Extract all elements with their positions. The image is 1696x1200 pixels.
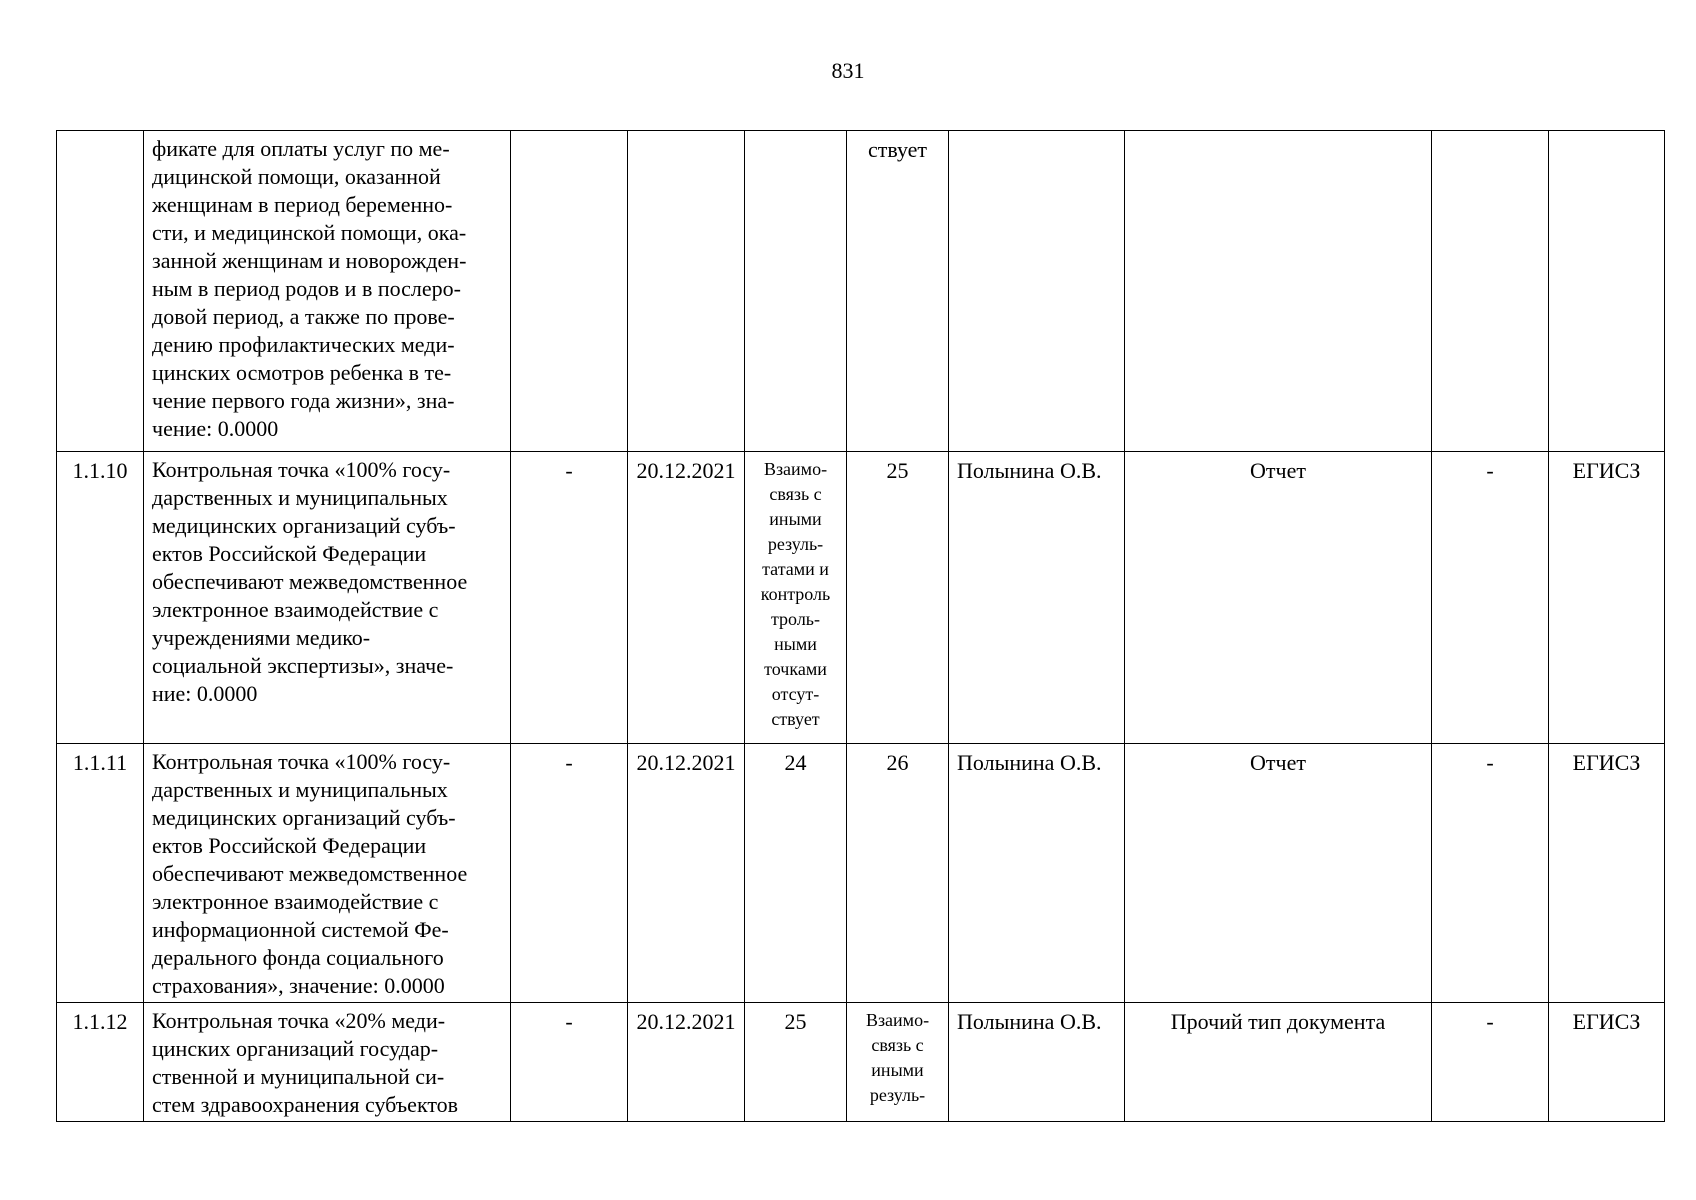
description-cell-line: цинских осмотров ребенка в те- bbox=[152, 360, 452, 385]
description-cell bbox=[144, 452, 511, 744]
dash-cell-2 bbox=[1432, 131, 1549, 452]
description-cell-line: цинских организаций государ- bbox=[152, 1036, 439, 1061]
description-cell-line: ние: 0.0000 bbox=[152, 681, 258, 706]
row-number: 1.1.11 bbox=[57, 744, 144, 1003]
dependency-cell bbox=[745, 1003, 847, 1122]
dependency-cell-line: татами и bbox=[762, 559, 829, 579]
description-cell-line: довой период, а также по прове- bbox=[152, 304, 455, 329]
responsible-cell: Полынина О.В. bbox=[949, 744, 1125, 1003]
table-row bbox=[57, 744, 1665, 1003]
date-cell: 20.12.2021 bbox=[628, 452, 745, 744]
table-row bbox=[57, 1003, 1665, 1122]
responsible-cell bbox=[949, 131, 1125, 452]
dependency-cell-line: отсут- bbox=[771, 684, 820, 704]
dependency-cell-line: точками bbox=[764, 659, 827, 679]
document-type-cell bbox=[1125, 131, 1432, 452]
table-row bbox=[57, 452, 1665, 744]
system-cell: ЕГИСЗ bbox=[1549, 452, 1665, 744]
description-cell-line: дарственных и муниципальных bbox=[152, 485, 448, 510]
date-cell: 20.12.2021 bbox=[628, 1003, 745, 1122]
row-number: 1.1.10 bbox=[57, 452, 144, 744]
description-cell-line: Контрольная точка «100% госу- bbox=[152, 457, 451, 482]
description-cell-line: дению профилактических меди- bbox=[152, 332, 455, 357]
dependency-cell-line: иными bbox=[769, 509, 822, 529]
description-cell-line: обеспечивают межведомственное bbox=[152, 861, 468, 886]
description-cell-line: медицинских организаций субъ- bbox=[152, 513, 456, 538]
row-number bbox=[57, 131, 144, 452]
description-cell-line: учреждениями медико- bbox=[152, 625, 371, 650]
dependency-cell-line: троль- bbox=[770, 609, 821, 629]
description-cell-line: медицинских организаций субъ- bbox=[152, 805, 456, 830]
description-cell-line: занной женщинам и новорожден- bbox=[152, 248, 467, 273]
link-cell bbox=[847, 744, 949, 1003]
link-cell-line: 26 bbox=[886, 750, 909, 775]
link-cell-line: иными bbox=[871, 1060, 924, 1080]
description-cell-line: дерального фонда социального bbox=[152, 945, 444, 970]
dependency-cell bbox=[745, 744, 847, 1003]
document-type-cell: Отчет bbox=[1125, 744, 1432, 1003]
dependency-cell-line: Взаимо- bbox=[763, 459, 828, 479]
link-cell-line: резуль- bbox=[869, 1085, 926, 1105]
dependency-cell-line: связь с bbox=[769, 484, 822, 504]
dependency-cell-line: 24 bbox=[784, 750, 807, 775]
description-cell-line: Контрольная точка «20% меди- bbox=[152, 1008, 446, 1033]
responsible-cell: Полынина О.В. bbox=[949, 1003, 1125, 1122]
description-cell-line: женщинам в период беременно- bbox=[152, 192, 453, 217]
dependency-cell-line: 25 bbox=[784, 1009, 807, 1034]
dependency-cell-line: ными bbox=[774, 634, 817, 654]
description-cell-line: электронное взаимодействие с bbox=[152, 597, 439, 622]
description-cell-line: электронное взаимодействие с bbox=[152, 889, 439, 914]
link-cell bbox=[847, 1003, 949, 1122]
dash-cell-2: - bbox=[1432, 452, 1549, 744]
description-cell-line: чение: 0.0000 bbox=[152, 416, 279, 441]
description-cell-line: ственной и муниципальной си- bbox=[152, 1064, 445, 1089]
dependency-cell-line: ствует bbox=[771, 709, 820, 729]
date-cell bbox=[628, 131, 745, 452]
system-cell bbox=[1549, 131, 1665, 452]
description-cell-line: информационной системой Фе- bbox=[152, 917, 449, 942]
dependency-cell-line: контроль bbox=[760, 584, 831, 604]
link-cell-line: Взаимо- bbox=[865, 1010, 930, 1030]
description-cell bbox=[144, 1003, 511, 1122]
description-cell-line: ектов Российской Федерации bbox=[152, 541, 427, 566]
description-cell bbox=[144, 131, 511, 452]
row-number: 1.1.12 bbox=[57, 1003, 144, 1122]
control-points-table bbox=[56, 130, 1665, 1122]
dependency-cell bbox=[745, 452, 847, 744]
description-cell-line: дицинской помощи, оказанной bbox=[152, 164, 441, 189]
system-cell: ЕГИСЗ bbox=[1549, 1003, 1665, 1122]
dash-cell bbox=[511, 131, 628, 452]
description-cell-line: социальной экспертизы», значе- bbox=[152, 653, 454, 678]
dash-cell: - bbox=[511, 452, 628, 744]
description-cell-line: страхования», значение: 0.0000 bbox=[152, 973, 445, 998]
document-type-cell: Прочий тип документа bbox=[1125, 1003, 1432, 1122]
link-cell-line: 25 bbox=[886, 458, 909, 483]
dash-cell-2: - bbox=[1432, 744, 1549, 1003]
description-cell-line: фикате для оплаты услуг по ме- bbox=[152, 136, 450, 161]
table-row bbox=[57, 131, 1665, 452]
description-cell-line: дарственных и муниципальных bbox=[152, 777, 448, 802]
dependency-cell bbox=[745, 131, 847, 452]
page-number: 831 bbox=[831, 58, 865, 83]
link-cell bbox=[847, 452, 949, 744]
description-cell-line: обеспечивают межведомственное bbox=[152, 569, 468, 594]
link-cell-line: ствует bbox=[867, 137, 928, 162]
dash-cell: - bbox=[511, 1003, 628, 1122]
dependency-cell-line: резуль- bbox=[767, 534, 824, 554]
description-cell-line: стем здравоохранения субъектов bbox=[152, 1092, 459, 1117]
description-cell bbox=[144, 744, 511, 1003]
description-cell-line: чение первого года жизни», зна- bbox=[152, 388, 455, 413]
link-cell bbox=[847, 131, 949, 452]
description-cell-line: Контрольная точка «100% госу- bbox=[152, 749, 451, 774]
system-cell: ЕГИСЗ bbox=[1549, 744, 1665, 1003]
description-cell-line: ектов Российской Федерации bbox=[152, 833, 427, 858]
description-cell-line: ным в период родов и в послеро- bbox=[152, 276, 461, 301]
dash-cell-2: - bbox=[1432, 1003, 1549, 1122]
responsible-cell: Полынина О.В. bbox=[949, 452, 1125, 744]
description-cell-line: сти, и медицинской помощи, ока- bbox=[152, 220, 467, 245]
date-cell: 20.12.2021 bbox=[628, 744, 745, 1003]
link-cell-line: связь с bbox=[871, 1035, 924, 1055]
dash-cell: - bbox=[511, 744, 628, 1003]
document-type-cell: Отчет bbox=[1125, 452, 1432, 744]
